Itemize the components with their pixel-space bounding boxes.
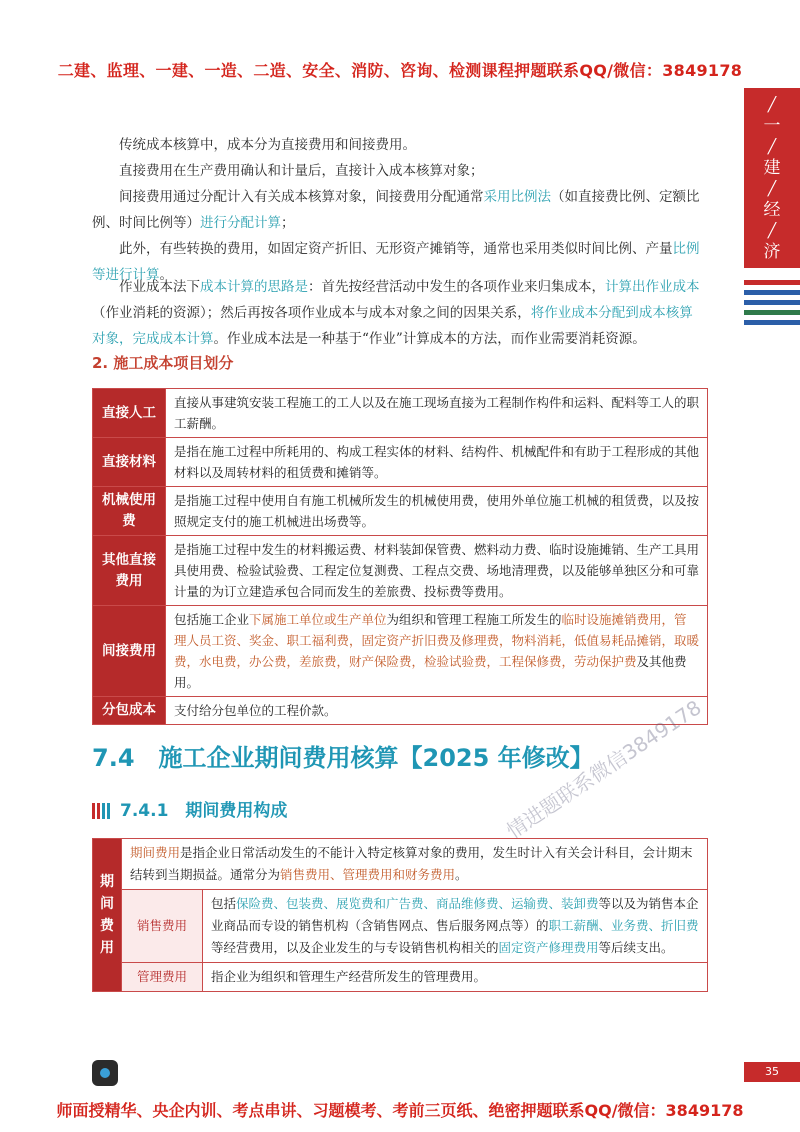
intro-cell: 期间费用是指企业日常活动发生的不能计入特定核算对象的费用，发生时计入有关会计科目，会计期末结转到当期损益。通常分为销售费用、管理费用和财务费用。 <box>122 839 708 890</box>
row-desc: 是指施工过程中使用自有施工机械所发生的机械使用费，使用外单位施工机械的租赁费，以及按照规定支付的施工机械进出场费等。 <box>166 487 708 536</box>
admin-label: 管理费用 <box>122 963 203 992</box>
side-tab-char: 一 <box>763 116 781 136</box>
highlight: 比例等进行计算 <box>92 241 700 283</box>
highlight: 成本计算的思路是 <box>200 279 308 295</box>
table-row <box>93 963 708 992</box>
side-stripe <box>744 310 800 315</box>
subsection-heading-7-4-1: 7.4.1 期间费用构成 <box>92 796 287 821</box>
side-tab-char: 经 <box>763 200 781 220</box>
row-desc: 是指在施工过程中所耗用的、构成工程实体的材料、结构件、机械配件和有助于工程形成的其他材料以及周转材料的租赁费和摊销等。 <box>166 438 708 487</box>
paragraph: 作业成本法下成本计算的思路是：首先按经营活动中发生的各项作业来归集成本，计算出作业成本（作业消耗的资源）；然后再按各项作业成本与成本对象之间的因果关系，将作业成本分配到成本核算对象，完成成本计算。作业成本法是一种基于“作业”计算成本的方法，而作业需要消耗资源。 <box>92 279 700 347</box>
table-row <box>93 697 708 725</box>
row-desc: 包括施工企业下属施工单位或生产单位为组织和管理工程施工所发生的临时设施摊销费用，管理人员工资、奖金、职工福利费，固定资产折旧费及修理费，物料消耗，低值易耗品摊销，取暖费，水电费，办公费，差旅费，财产保险费，检验试验费，工程保修费，劳动保护费及其他费用。 <box>166 606 708 697</box>
row-desc: 支付给分包单位的工程价款。 <box>166 697 708 725</box>
highlight: 计算出作业成本 <box>605 279 700 295</box>
side-tab-char: 济 <box>763 242 781 262</box>
row-desc: 是指施工过程中发生的材料搬运费、材料装卸保管费、燃料动力费、临时设施摊销、生产工具用具使用费、检验试验费、工程定位复测费、工程点交费、场地清理费，以及能够单独区分和可靠计量的为订立建造承包合同而发生的差旅费、投标费等费用。 <box>166 536 708 606</box>
paragraph: 间接费用通过分配计入有关成本核算对象，间接费用分配通常采用比例法（如直接费比例、定额比例、时间比例等）进行分配计算； <box>92 189 700 231</box>
top-promo-banner: 二建、监理、一建、一造、二造、安全、消防、咨询、检测课程押题联系QQ/微信：3849178 <box>57 61 743 80</box>
side-stripe <box>744 290 800 295</box>
highlight: 采用比例法 <box>483 189 551 205</box>
watermark: 情进题联系微信3849178 <box>502 695 706 844</box>
table-row <box>93 839 708 890</box>
table-row <box>93 890 708 963</box>
section-heading-7-4: 7.4 施工企业期间费用核算【2025 年修改】 <box>92 744 594 772</box>
row-key: 其他直接费用 <box>93 536 166 606</box>
highlight: 进行分配计算 <box>200 215 281 231</box>
table-row <box>93 536 708 606</box>
heading-bars-icon <box>92 801 112 821</box>
table-row <box>93 487 708 536</box>
category-cell: 期间费用 <box>93 839 122 992</box>
chapter-side-tab: ╱ 一 ╱ 建 ╱ 经 ╱ 济 <box>744 88 800 268</box>
cost-items-table <box>92 388 708 725</box>
side-stripe <box>744 320 800 325</box>
side-stripe <box>744 300 800 305</box>
publisher-logo-icon <box>92 1060 118 1086</box>
paragraph: 直接费用在生产费用确认和计量后，直接计入成本核算对象； <box>119 163 484 179</box>
row-key: 间接费用 <box>93 606 166 697</box>
row-key: 分包成本 <box>93 697 166 725</box>
row-key: 机械使用费 <box>93 487 166 536</box>
table-row <box>93 438 708 487</box>
paragraph: 此外，有些转换的费用，如固定资产折旧、无形资产摊销等，通常也采用类似时间比例、产量比例等进行计算。 <box>92 241 700 283</box>
row-key: 直接人工 <box>93 389 166 438</box>
admin-desc: 指企业为组织和管理生产经营所发生的管理费用。 <box>203 963 708 992</box>
section-heading: 2. 施工成本项目划分 <box>92 354 234 372</box>
row-desc: 直接从事建筑安装工程施工的工人以及在施工现场直接为工程制作构件和运料、配料等工人的职工薪酬。 <box>166 389 708 438</box>
paragraph: 传统成本核算中，成本分为直接费用和间接费用。 <box>119 137 416 153</box>
page-number: 35 <box>744 1062 800 1082</box>
side-tab-char: 建 <box>763 158 781 178</box>
sales-desc: 包括保险费、包装费、展览费和广告费、商品维修费、运输费、装卸费等以及为销售本企业商品而专设的销售机构（含销售网点、售后服务网点等）的职工薪酬、业务费、折旧费等经营费用，以及企业发生的与专设销售机构相关的固定资产修理费用等后续支出。 <box>203 890 708 963</box>
row-key: 直接材料 <box>93 438 166 487</box>
period-expense-table <box>92 838 708 992</box>
table-row <box>93 389 708 438</box>
table-row <box>93 606 708 697</box>
sales-label: 销售费用 <box>122 890 203 963</box>
side-stripe <box>744 280 800 285</box>
highlight: 将作业成本分配到成本核算对象，完成成本计算 <box>92 305 693 347</box>
bottom-promo-banner: 师面授精华、央企内训、考点串讲、习题模考、考前三页纸、绝密押题联系QQ/微信：3849178 <box>56 1101 744 1120</box>
